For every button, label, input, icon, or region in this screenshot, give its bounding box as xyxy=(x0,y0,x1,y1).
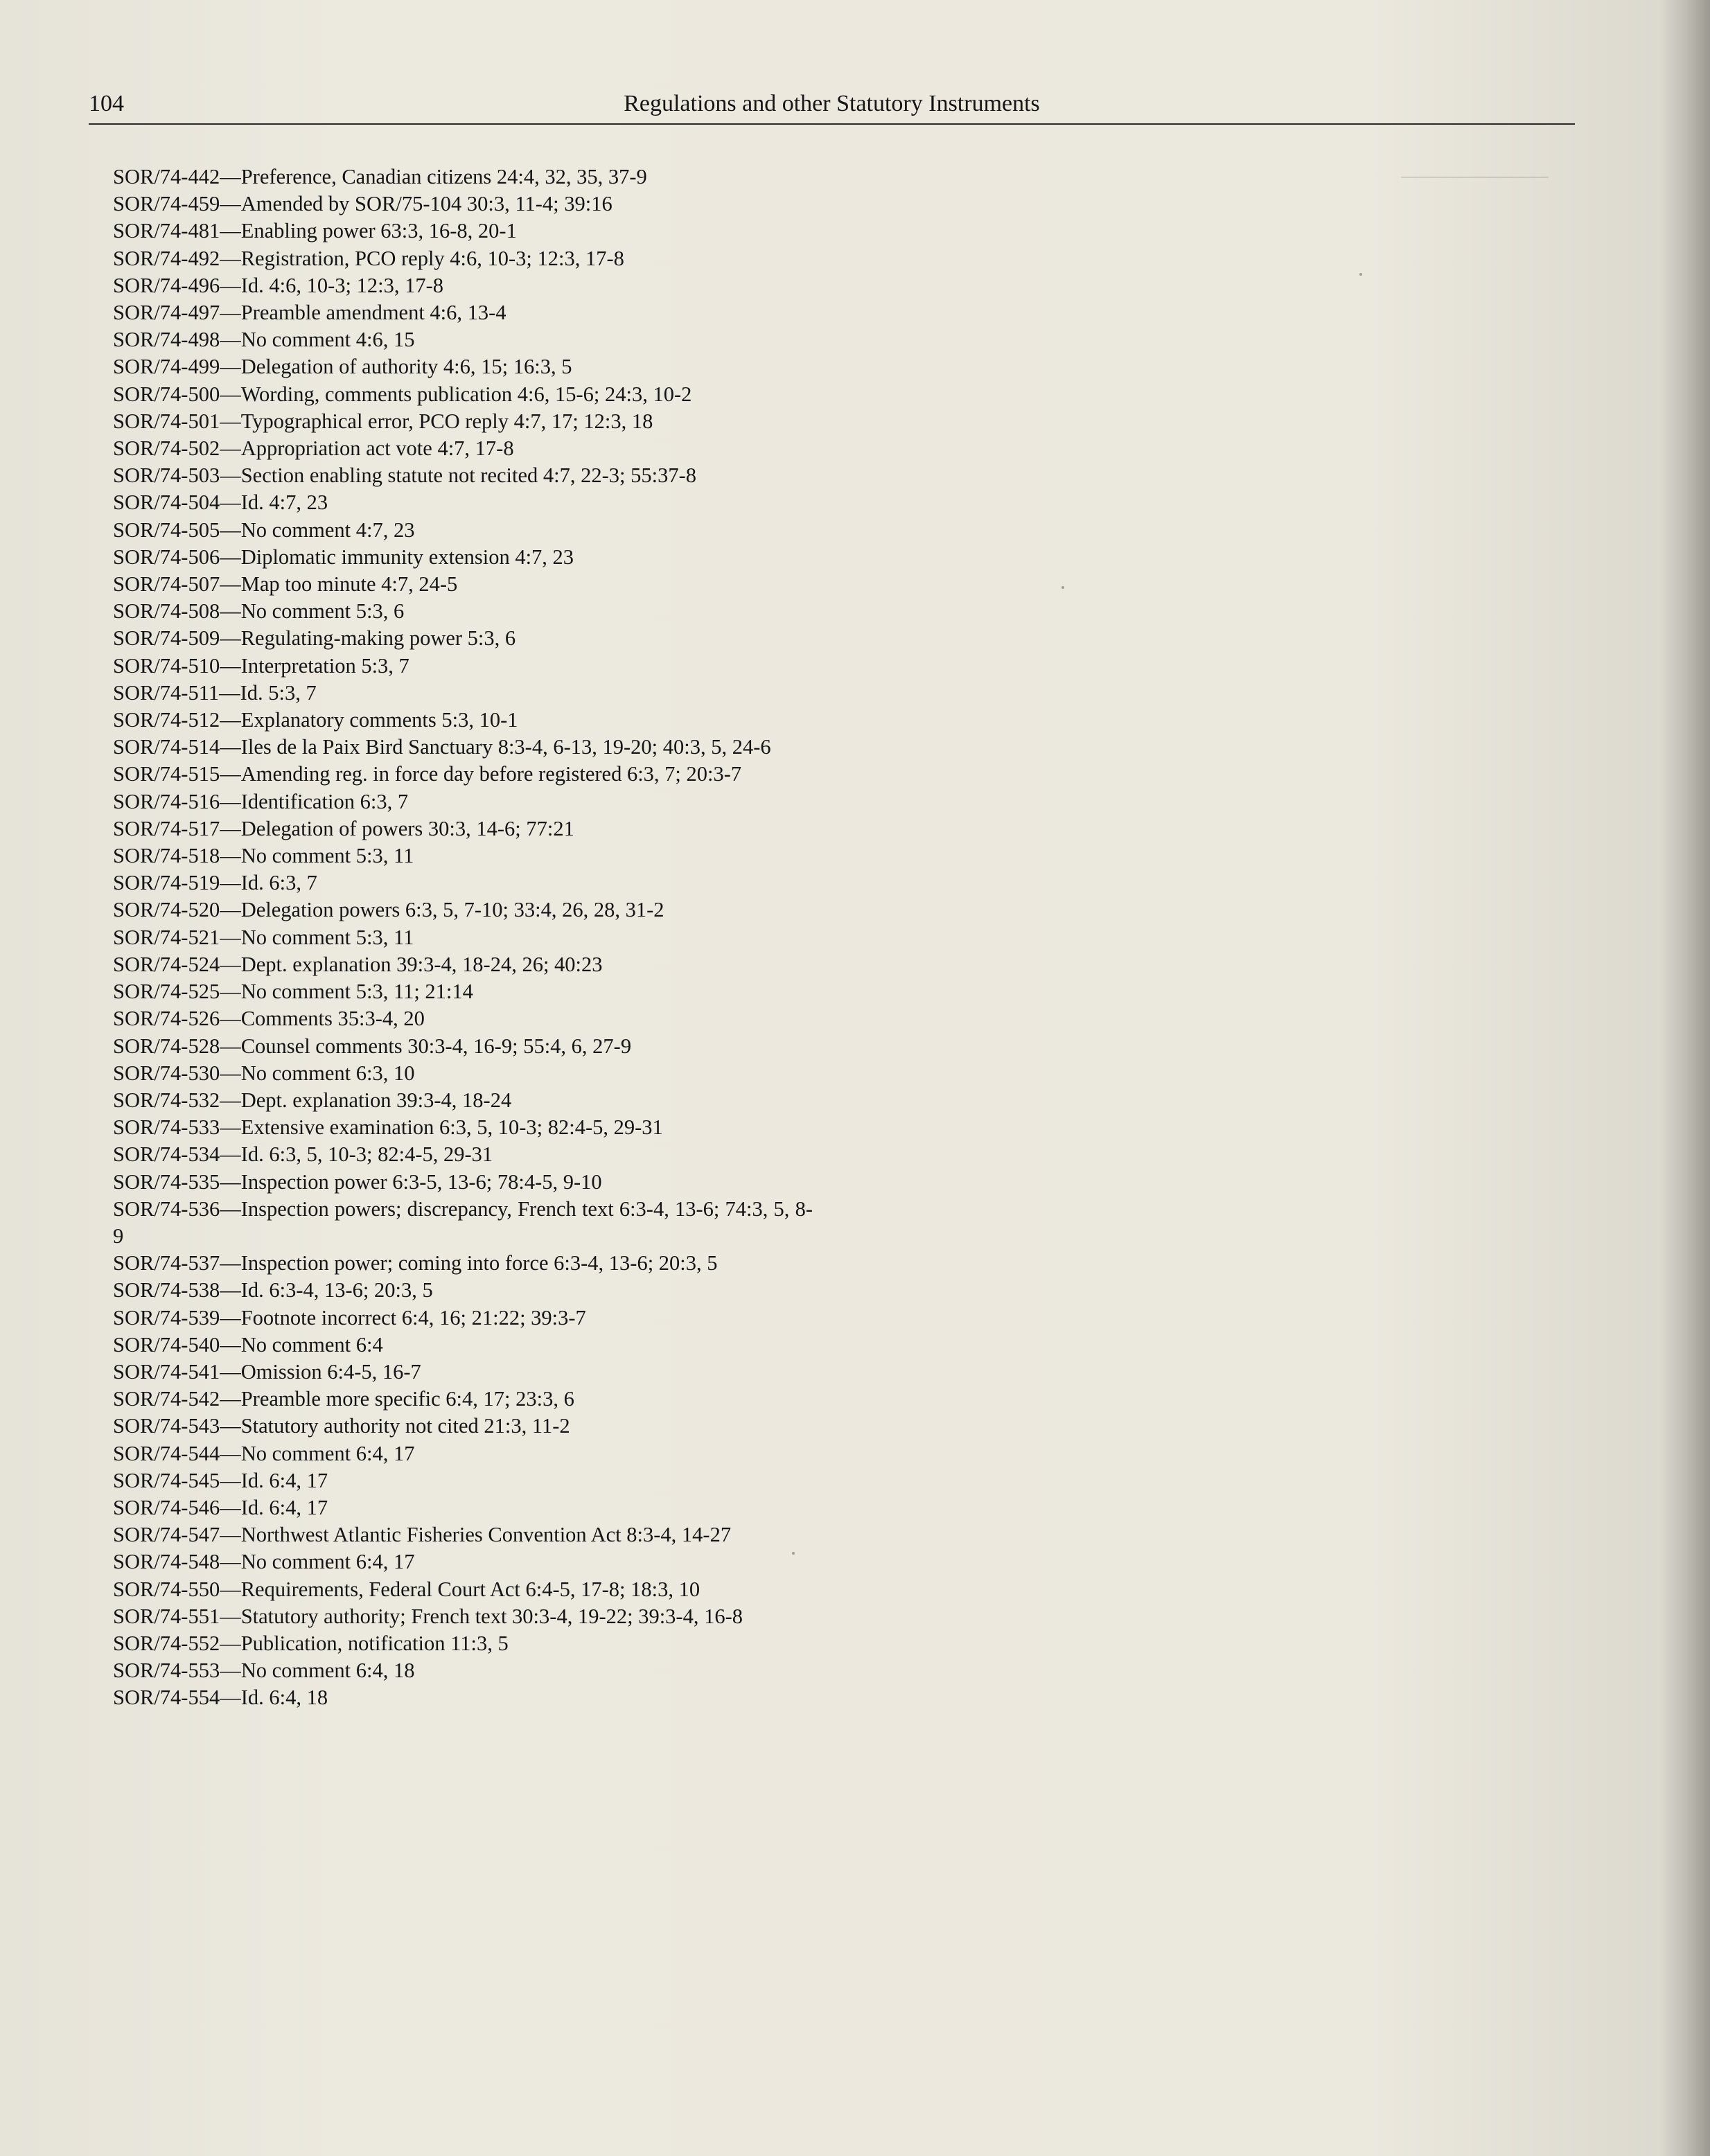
index-entry: SOR/74-552—Publication, notification 11:3, 5 xyxy=(113,1631,509,1655)
index-entry: SOR/74-510—Interpretation 5:3, 7 xyxy=(113,653,409,678)
index-entry: SOR/74-516—Identification 6:3, 7 xyxy=(113,789,409,813)
index-entry: SOR/74-534—Id. 6:3, 5, 10-3; 82:4-5, 29-31 xyxy=(113,1142,493,1167)
index-entry: SOR/74-506—Diplomatic immunity extension 4:7, 23 xyxy=(113,545,574,569)
index-entry: SOR/74-554—Id. 6:4, 18 xyxy=(113,1686,328,1710)
index-entry: SOR/74-500—Wording, comments publication 4:6, 15-6; 24:3, 10-2 xyxy=(113,382,692,406)
index-entry: SOR/74-526—Comments 35:3-4, 20 xyxy=(113,1007,425,1031)
index-entry: SOR/74-528—Counsel comments 30:3-4, 16-9; 55:4, 6, 27-9 xyxy=(113,1034,632,1058)
index-entry: SOR/74-492—Registration, PCO reply 4:6, 10-3; 12:3, 17-8 xyxy=(113,246,624,270)
index-entry: SOR/74-503—Section enabling statute not recited 4:7, 22-3; 55:37-8 xyxy=(113,463,697,488)
index-entry: SOR/74-497—Preamble amendment 4:6, 13-4 xyxy=(113,301,506,325)
index-entry: SOR/74-442—Preference, Canadian citizens 24:4, 32, 35, 37-9 xyxy=(113,165,647,188)
index-entry: SOR/74-530—No comment 6:3, 10 xyxy=(113,1061,415,1085)
index-entry: SOR/74-545—Id. 6:4, 17 xyxy=(113,1468,328,1492)
paper-speck xyxy=(792,1552,795,1555)
index-entry: SOR/74-544—No comment 6:4, 17 xyxy=(113,1441,415,1465)
index-entry: SOR/74-551—Statutory authority; French text 30:3-4, 19-22; 39:3-4, 16-8 xyxy=(113,1604,743,1628)
index-entry: SOR/74-502—Appropriation act vote 4:7, 17-8 xyxy=(113,436,514,461)
index-entry: SOR/74-538—Id. 6:3-4, 13-6; 20:3, 5 xyxy=(113,1278,433,1302)
index-entry: SOR/74-498—No comment 4:6, 15 xyxy=(113,328,415,352)
index-entry: SOR/74-508—No comment 5:3, 6 xyxy=(113,599,405,624)
index-entry: SOR/74-509—Regulating-making power 5:3, 6 xyxy=(113,626,516,651)
index-entry: SOR/74-540—No comment 6:4 xyxy=(113,1332,383,1357)
index-entry: SOR/74-501—Typographical error, PCO reply 4:7, 17; 12:3, 18 xyxy=(113,409,653,433)
spine-shadow xyxy=(1661,0,1710,2156)
index-entry: SOR/74-550—Requirements, Federal Court Act 6:4-5, 17-8; 18:3, 10 xyxy=(113,1577,700,1601)
index-entry: SOR/74-541—Omission 6:4-5, 16-7 xyxy=(113,1359,421,1384)
index-entry: SOR/74-532—Dept. explanation 39:3-4, 18-24 xyxy=(113,1088,512,1112)
index-entry: SOR/74-542—Preamble more specific 6:4, 17; 23:3, 6 xyxy=(113,1387,574,1411)
index-entry: SOR/74-536—Inspection powers; discrepancy, French text 6:3-4, 13-6; 74:3, 5, 8-9 xyxy=(113,1196,813,1248)
paper-speck xyxy=(1359,273,1362,276)
index-entry: SOR/74-514—Iles de la Paix Bird Sanctuary 8:3-4, 6-13, 19-20; 40:3, 5, 24-6 xyxy=(113,735,771,759)
index-entry: SOR/74-535—Inspection power 6:3-5, 13-6; 78:4-5, 9-10 xyxy=(113,1169,602,1194)
index-entry: SOR/74-546—Id. 6:4, 17 xyxy=(113,1495,328,1519)
index-entry: SOR/74-517—Delegation of powers 30:3, 14-6; 77:21 xyxy=(113,816,574,840)
index-entry: SOR/74-496—Id. 4:6, 10-3; 12:3, 17-8 xyxy=(113,273,443,297)
index-entry: SOR/74-512—Explanatory comments 5:3, 10-1 xyxy=(113,708,518,732)
paper-speck xyxy=(1061,586,1064,589)
index-entry: SOR/74-520—Delegation powers 6:3, 5, 7-10; 33:4, 26, 28, 31-2 xyxy=(113,898,664,922)
index-entry: SOR/74-459—Amended by SOR/75-104 30:3, 11-4; 39:16 xyxy=(113,192,612,216)
index-entry: SOR/74-481—Enabling power 63:3, 16-8, 20-1 xyxy=(113,219,517,243)
header-rule xyxy=(89,123,1575,125)
index-entry: SOR/74-504—Id. 4:7, 23 xyxy=(113,491,328,515)
index-entry: SOR/74-547—Northwest Atlantic Fisheries Convention Act 8:3-4, 14-27 xyxy=(113,1523,732,1547)
index-entry: SOR/74-548—No comment 6:4, 17 xyxy=(113,1550,415,1574)
index-entry: SOR/74-518—No comment 5:3, 11 xyxy=(113,844,414,868)
index-entry: SOR/74-543—Statutory authority not cited 21:3, 11-2 xyxy=(113,1414,570,1438)
index-entry: SOR/74-521—No comment 5:3, 11 xyxy=(113,925,414,949)
index-entry: SOR/74-537—Inspection power; coming into force 6:3-4, 13-6; 20:3, 5 xyxy=(113,1251,718,1275)
index-entry: SOR/74-511—Id. 5:3, 7 xyxy=(113,680,317,705)
index-entry: SOR/74-507—Map too minute 4:7, 24-5 xyxy=(113,572,458,597)
index-entry: SOR/74-525—No comment 5:3, 11; 21:14 xyxy=(113,980,473,1004)
index-entry: SOR/74-553—No comment 6:4, 18 xyxy=(113,1659,415,1683)
page-number: 104 xyxy=(89,91,124,116)
index-entry: SOR/74-505—No comment 4:7, 23 xyxy=(113,518,415,542)
page-header xyxy=(89,85,1575,123)
index-entry: SOR/74-533—Extensive examination 6:3, 5, 10-3; 82:4-5, 29-31 xyxy=(113,1115,663,1140)
index-entry: SOR/74-515—Amending reg. in force day before registered 6:3, 7; 20:3-7 xyxy=(113,762,742,786)
index-entry: SOR/74-539—Footnote incorrect 6:4, 16; 21:22; 39:3-7 xyxy=(113,1305,586,1329)
index-list xyxy=(113,164,813,1712)
show-through-text: ────────── xyxy=(1401,166,1549,188)
index-entry: SOR/74-519—Id. 6:3, 7 xyxy=(113,871,317,895)
running-title: Regulations and other Statutory Instruments xyxy=(624,91,1040,116)
index-entry: SOR/74-524—Dept. explanation 39:3-4, 18-24, 26; 40:23 xyxy=(113,952,603,976)
index-entry: SOR/74-499—Delegation of authority 4:6, 15; 16:3, 5 xyxy=(113,355,572,379)
